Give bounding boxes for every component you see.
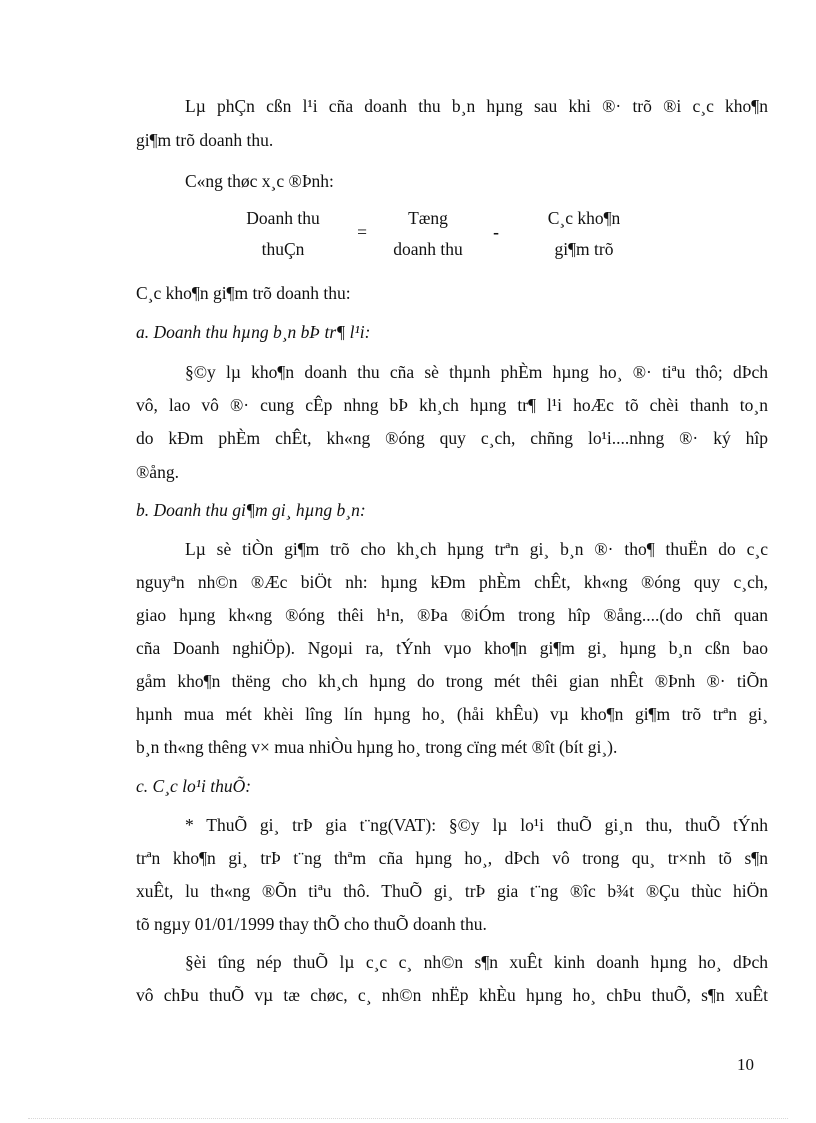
paragraph-line: cña Doanh nghiÖp). Ngoµi ra, tÝnh vµo kho¶n gi¶m gi¸ hµng b¸n cßn bao — [136, 638, 768, 658]
section-heading: b. Doanh thu gi¶m gi¸ hµng b¸n: — [136, 500, 366, 520]
paragraph-line: do kÐm phÈm chÊt, kh«ng ®óng quy c¸ch, chñng lo¹i....nhng ®· ký hîp — [136, 428, 768, 448]
formula-term-2: C¸c kho¶n gi¶m trõ — [547, 208, 621, 259]
paragraph-line: C¸c kho¶n gi¶m trõ doanh thu: — [136, 283, 351, 303]
paragraph-line: hµnh mua mét khèi lîng lín hµng ho¸ (håi khÊu) vµ kho¶n gi¶m trõ trªn gi¸ — [136, 704, 768, 724]
paragraph-line: * ThuÕ gi¸ trÞ gia t¨ng(VAT): §©y lµ lo¹i thuÕ gi¸n thu, thuÕ tÝnh — [185, 815, 768, 835]
paragraph-line: giao hµng kh«ng ®óng thêi h¹n, ®Þa ®iÓm trong hîp ®ång....(do chñ quan — [136, 605, 768, 625]
page-number: 10 — [737, 1055, 754, 1074]
page-bottom-divider — [28, 1118, 788, 1119]
paragraph-line: ®ång. — [136, 462, 179, 482]
paragraph-line: nguyªn nh©n ®Æc biÖt nh: hµng kÐm phÈm chÊt, kh«ng ®óng quy c¸ch, — [136, 572, 768, 592]
paragraph-line: gi¶m trõ doanh thu. — [136, 130, 274, 150]
paragraph-line: trªn kho¶n gi¸ trÞ t¨ng thªm cña hµng ho¸, dÞch vô trong qu¸ tr×nh tõ s¶n — [136, 848, 768, 868]
paragraph-line: C«ng thøc x¸c ®Þnh: — [185, 171, 334, 191]
paragraph-line: Lµ phÇn cßn l¹i cña doanh thu b¸n hµng sau khi ®· trõ ®i c¸c kho¶n — [185, 96, 768, 116]
formula-term-1: Tæng doanh thu — [393, 208, 463, 259]
formula-minus: - — [493, 222, 499, 242]
paragraph-line: Lµ sè tiÒn gi¶m trõ cho kh¸ch hµng trªn gi¸ b¸n ®· tho¶ thuËn do c¸c — [185, 539, 768, 559]
paragraph-line: xuÊt, lu th«ng ®Õn tiªu thô. ThuÕ gi¸ trÞ gia t¨ng ®îc b¾t ®Çu thùc hiÖn — [136, 881, 768, 901]
paragraph-line: vô, lao vô ®· cung cÊp nhng bÞ kh¸ch hµng tr¶ l¹i hoÆc tõ chèi thanh to¸n — [136, 395, 768, 415]
paragraph-line: b¸n th«ng thêng v× mua nhiÒu hµng ho¸ trong cïng mét ®ît (bít gi¸). — [136, 737, 618, 757]
paragraph-line: gåm kho¶n thëng cho kh¸ch hµng do trong mét thêi gian nhÊt ®Þnh ®· tiÕn — [136, 671, 768, 691]
paragraph-line: §©y lµ kho¶n doanh thu cña sè thµnh phÈm hµng ho¸ ®· tiªu thô; dÞch — [185, 362, 768, 382]
paragraph-line: §èi tîng nép thuÕ lµ c¸c c¸ nh©n s¶n xuÊt kinh doanh hµng ho¸ dÞch — [185, 952, 768, 972]
section-heading: c. C¸c lo¹i thuÕ: — [136, 776, 252, 796]
section-heading: a. Doanh thu hµng b¸n bÞ tr¶ l¹i: — [136, 322, 371, 342]
paragraph-line: tõ ngµy 01/01/1999 thay thÕ cho thuÕ doanh thu. — [136, 914, 487, 934]
formula-equals: = — [357, 222, 367, 242]
paragraph-line: vô chÞu thuÕ vµ tæ chøc, c¸ nh©n nhËp khÈu hµng ho¸ chÞu thuÕ, s¶n xuÊt — [136, 985, 768, 1005]
formula-lhs: Doanh thu thuÇn — [246, 208, 320, 259]
